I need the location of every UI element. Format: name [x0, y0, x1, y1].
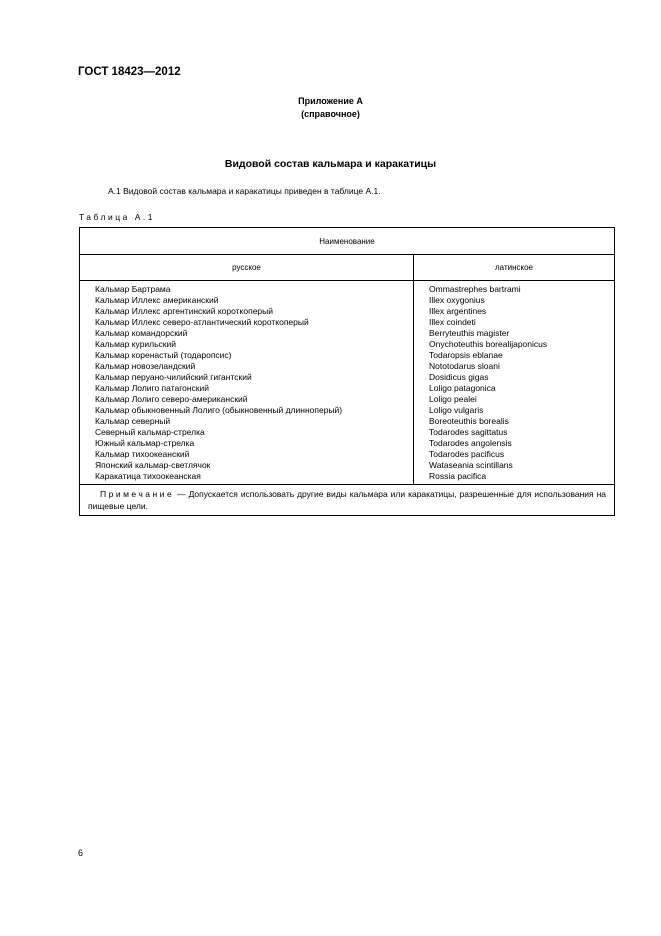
russian-name: Кальмар командорский [95, 328, 188, 338]
latin-name: Todaropsis eblanae [429, 350, 503, 360]
header-latin: латинское [414, 255, 615, 281]
russian-name: Кальмар северный [95, 416, 171, 426]
species-table [79, 227, 615, 516]
table-note-row [80, 485, 615, 516]
russian-name: Каракатица тихоокеанская [95, 471, 201, 481]
latin-name: Rossia pacifica [429, 471, 487, 481]
russian-name: Кальмар перуано-чилийский гигантский [95, 372, 252, 382]
latin-name: Loligo pealei [429, 394, 477, 404]
page-number: 6 [78, 848, 84, 858]
table-subheader-row [80, 255, 615, 281]
latin-name: Illex coindeti [429, 317, 476, 327]
appendix-heading [0, 95, 661, 121]
latin-names-cell [414, 281, 615, 485]
section-title: Видовой состав кальмара и каракатицы [224, 158, 437, 170]
russian-name: Кальмар обыкновенный Лолиго (обыкновенный длинноперый) [95, 405, 343, 415]
latin-name: Onychoteuthis borealijaponicus [429, 339, 548, 349]
russian-name: Кальмар тихоокеанский [95, 449, 190, 459]
russian-name: Кальмар новозеландский [95, 361, 196, 371]
latin-name: Nototodarus sloani [429, 361, 500, 371]
document-code: ГОСТ 18423—2012 [78, 66, 181, 78]
latin-name: Ommastrephes bartrami [429, 284, 521, 294]
latin-name: Todarodes sagittatus [429, 427, 508, 437]
latin-name: Loligo patagonica [429, 383, 496, 393]
latin-name: Wataseania scintillans [429, 460, 513, 470]
note-text: — Допускается использовать другие виды кальмара или каракатицы, разрешенные для использования на пищевые цели. [88, 489, 606, 511]
russian-name: Кальмар коренастый (тодаропсис) [95, 350, 232, 360]
latin-name: Dosidicus gigas [429, 372, 489, 382]
header-name: Наименование [80, 228, 615, 255]
appendix-subtitle: (справочное) [301, 109, 360, 119]
russian-name: Японский кальмар-светлячок [95, 460, 211, 470]
russian-name: Кальмар Лолиго северо-американский [95, 394, 248, 404]
table-body-row [80, 281, 615, 485]
latin-name: Todarodes angolensis [429, 438, 512, 448]
russian-name: Кальмар Бартрама [95, 284, 171, 294]
table-label: Таблица А.1 [79, 212, 155, 222]
note-label: Примечание [100, 489, 175, 499]
intro-paragraph: А.1 Видовой состав кальмара и каракатицы приведен в таблице А.1. [108, 186, 381, 196]
appendix-title: Приложение А [298, 96, 363, 106]
latin-name: Loligo vulgaris [429, 405, 484, 415]
russian-name: Кальмар Лолиго патагонский [95, 383, 210, 393]
latin-name: Berryteuthis magister [429, 328, 510, 338]
latin-name: Todarodes pacificus [429, 449, 505, 459]
latin-name: Illex argentines [429, 306, 487, 316]
table-note [80, 485, 615, 516]
russian-name: Кальмар курильский [95, 339, 177, 349]
russian-name: Северный кальмар-стрелка [95, 427, 205, 437]
latin-name: Illex oxygonius [429, 295, 485, 305]
russian-name: Южный кальмар-стрелка [95, 438, 195, 448]
table-header-row [80, 228, 615, 255]
russian-name: Кальмар Иллекс северо-атлантический короткоперый [95, 317, 309, 327]
russian-name: Кальмар Иллекс американский [95, 295, 219, 305]
russian-name: Кальмар Иллекс аргентинский короткоперый [95, 306, 274, 316]
header-russian: русское [80, 255, 414, 281]
latin-name: Boreoteuthis borealis [429, 416, 509, 426]
russian-names-cell [80, 281, 414, 485]
